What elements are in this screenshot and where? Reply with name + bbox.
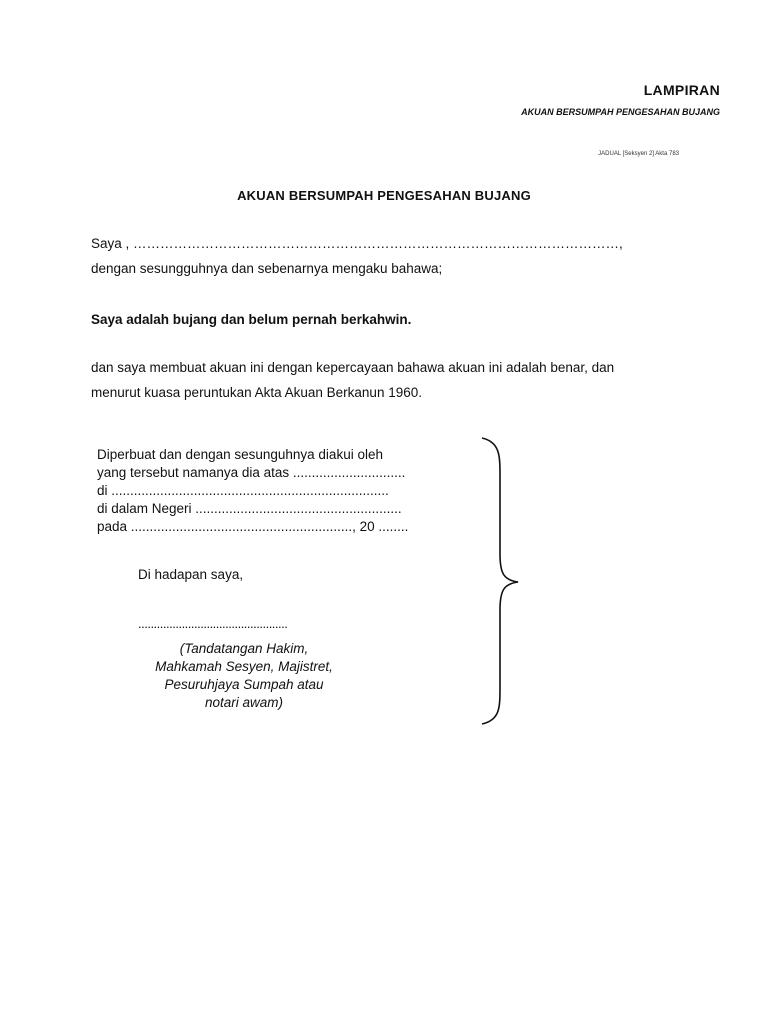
- jurat-line-1: Diperbuat dan dengan sesunguhnya diakui oleh: [97, 447, 383, 462]
- jurat-line-5: pada ..........................................................., 20 ........: [97, 519, 409, 534]
- header-subtitle: AKUAN BERSUMPAH PENGESAHAN BUJANG: [521, 107, 720, 117]
- curly-brace: [476, 436, 526, 726]
- document-title: AKUAN BERSUMPAH PENGESAHAN BUJANG: [237, 188, 531, 203]
- declaration-line-1: dan saya membuat akuan ini dengan kepercayaan bahawa akuan ini adalah benar, dan: [91, 360, 615, 375]
- before-me-text: Di hadapan saya,: [138, 567, 244, 582]
- signature-caption-4: notari awam): [204, 695, 284, 710]
- signature-caption-1: (Tandatangan Hakim,: [179, 641, 309, 656]
- lampiran-label: LAMPIRAN: [643, 82, 720, 98]
- jurat-line-3: di ..........................................................................: [97, 483, 389, 498]
- jadual-reference: JADUAL [Seksyen 2] Akta 783: [598, 151, 679, 157]
- jurat-line-4: di dalam Negeri .......................................................: [97, 501, 402, 516]
- intro-text: dengan sesungguhnya dan sebenarnya mengaku bahawa;: [91, 261, 443, 276]
- bachelor-statement: Saya adalah bujang dan belum pernah berkahwin.: [91, 312, 412, 327]
- signature-line: ................................................: [138, 616, 288, 631]
- signature-caption-2: Mahkamah Sesyen, Majistret,: [155, 659, 333, 674]
- name-fill-line: Saya , ………………………………………………………………………………………………,: [91, 236, 623, 251]
- signature-caption-3: Pesuruhjaya Sumpah atau: [164, 677, 324, 692]
- declaration-line-2: menurut kuasa peruntukan Akta Akuan Berkanun 1960.: [91, 385, 422, 400]
- jurat-line-2: yang tersebut namanya dia atas ..............................: [97, 465, 406, 480]
